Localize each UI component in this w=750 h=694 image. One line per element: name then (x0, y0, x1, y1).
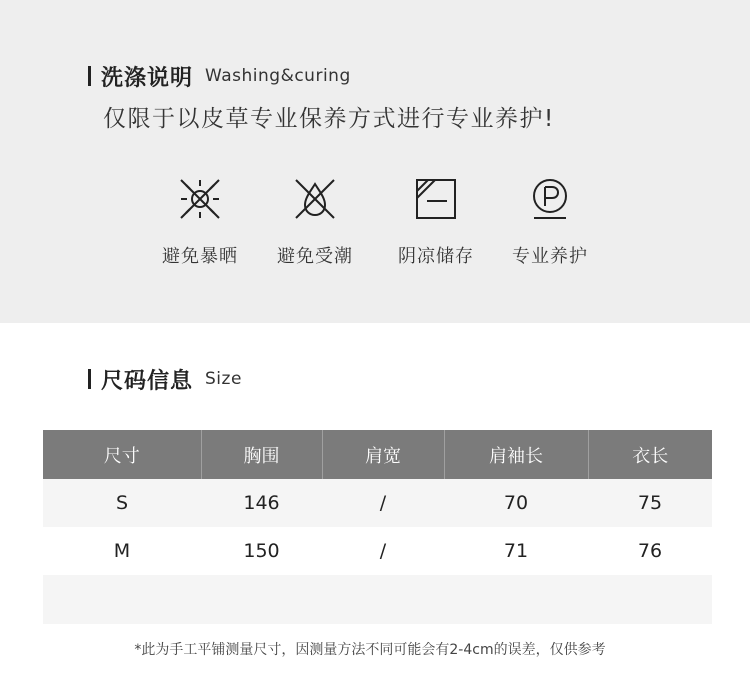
care-heading-cn: 洗涤说明 (101, 65, 194, 91)
table-row (43, 527, 712, 575)
table-cell (588, 575, 712, 624)
professional-care-p-icon (527, 176, 573, 222)
size-footnote: *此为手工平铺测量尺寸，因测量方法不同可能会有2-4cm的误差，仅供参考 (134, 642, 606, 658)
care-item-shade-storage (381, 176, 491, 268)
care-label: 阴凉储存 (398, 246, 474, 267)
table-cell: 150 (201, 527, 322, 575)
table-cell: 76 (588, 527, 712, 575)
size-heading-cn: 尺码信息 (101, 368, 194, 394)
table-cell: 70 (444, 479, 588, 527)
care-item-avoid-moisture (260, 176, 370, 268)
table-row (43, 479, 712, 527)
table-cell: / (322, 527, 444, 575)
table-cell: S (43, 479, 201, 527)
size-heading-en: Size (205, 369, 242, 389)
table-cell (43, 575, 201, 624)
size-table (43, 430, 712, 624)
care-item-avoid-sun (145, 176, 255, 268)
heading-bar (88, 369, 91, 389)
table-cell: / (322, 479, 444, 527)
column-header: 肩宽 (322, 430, 444, 479)
column-header: 肩袖长 (444, 430, 588, 479)
column-header: 胸围 (201, 430, 322, 479)
care-note: 仅限于以皮草专业保养方式进行专业养护! (103, 106, 555, 132)
water-drop-crossed-icon (292, 176, 338, 222)
table-row-empty (43, 575, 712, 624)
table-header-row (43, 430, 712, 479)
table-cell (322, 575, 444, 624)
table-cell (201, 575, 322, 624)
table-cell: 146 (201, 479, 322, 527)
care-label: 避免暴晒 (162, 246, 238, 267)
shade-dry-icon (413, 176, 459, 222)
size-heading (88, 364, 242, 394)
table-cell: M (43, 527, 201, 575)
table-cell (444, 575, 588, 624)
care-label: 避免受潮 (277, 246, 353, 267)
care-item-professional-care (495, 176, 605, 268)
care-heading (88, 61, 351, 91)
sun-crossed-icon (177, 176, 223, 222)
care-label: 专业养护 (512, 246, 588, 267)
care-heading-en: Washing&curing (205, 66, 351, 86)
care-section (0, 0, 750, 323)
table-cell: 71 (444, 527, 588, 575)
heading-bar (88, 66, 91, 86)
column-header: 尺寸 (43, 430, 201, 479)
table-cell: 75 (588, 479, 712, 527)
column-header: 衣长 (588, 430, 712, 479)
